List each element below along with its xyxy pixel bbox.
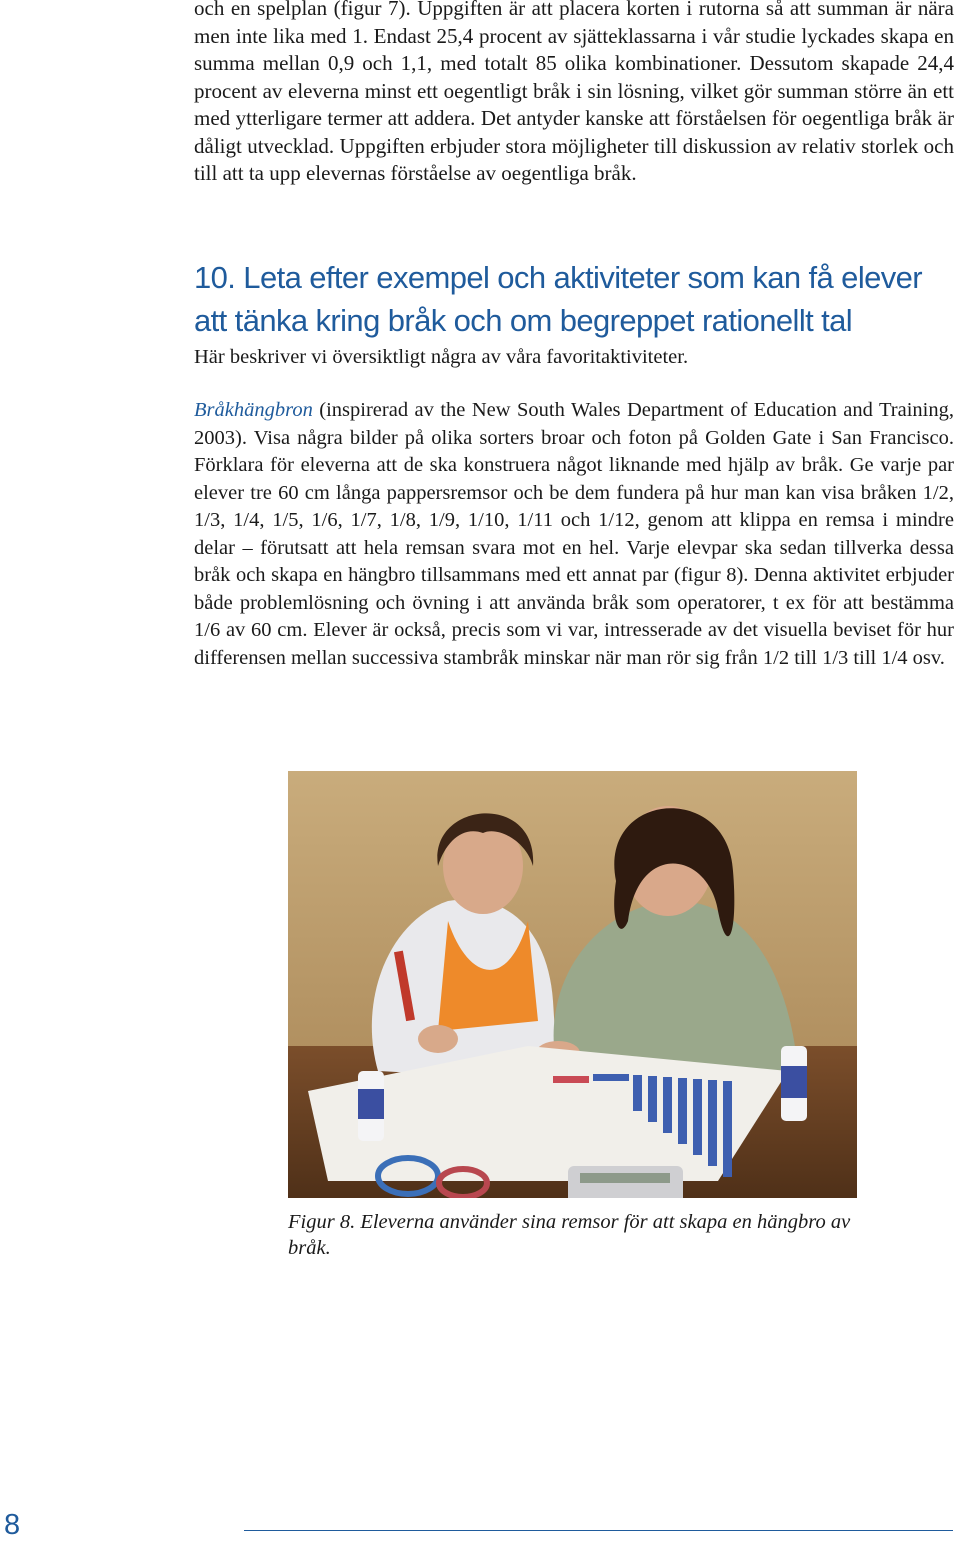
- activity-term: Bråkhängbron: [194, 399, 313, 421]
- activity-text: (inspirerad av the New South Wales Department of Education and Training, 2003). Visa några bilder på olika sorters broar och foton på Golden Gate i San Francisco. Förklara för eleverna att de ska konstruera något liknande med hjälp av bråk. Ge varje par elever tre 60 cm långa pappersremsor och be dem fundera på hur man kan visa bråken 1/2, 1/3, 1/4, 1/5, 1/6, 1/7, 1/8, 1/9, 1/10, 1/11 och 1/12, genom att klippa en remsa i mindre delar – förutsatt att hela remsan svara mot en hel. Varje elevpar ska sedan tillverka dessa bråk och skapa en hängbro tillsammans med ett annat par (figur 8). Denna aktivitet erbjuder både problemlösning och övning i att använda bråk som operatorer, t ex för att bestämma 1/6 av 60 cm. Elever är också, precis som vi var, intresserade av det visuella beviset för hur differensen mellan successiva stambråk minskar när man rör sig från 1/2 till 1/3 till 1/4 osv.: [194, 399, 954, 669]
- body-paragraph: och en spelplan (figur 7). Uppgiften är att placera korten i rutorna så att summan är nära men inte lika med 1. Endast 25,4 procent av sjätteklassarna i vår studie lyckades skapa en summa mellan 0,9 och 1,1, med totalt 85 olika kombinationer. Dessutom skapade 24,4 procent av eleverna minst ett oegentligt bråk i sin lösning, vilket gör summan större än ett med ytterligare termer att addera. Det antyder kanske att förståelsen för oegentliga bråk är dåligt utvecklad. Uppgiften erbjuder stora möjligheter till diskussion av relativ storlek och till att ta upp elevernas förståelse av oegentliga bråk.: [194, 0, 954, 185]
- calculator: [568, 1166, 683, 1198]
- section-intro: Här beskriver vi översiktligt några av våra favoritaktiviteter.: [194, 346, 689, 368]
- glue-stick-right: [781, 1046, 807, 1121]
- activity-paragraph: [194, 397, 954, 672]
- glue-stick-left: [358, 1071, 384, 1141]
- figure-caption: Figur 8. Eleverna använder sina remsor för att skapa en hängbro av bråk.: [288, 1211, 851, 1259]
- photo-illustration: [288, 771, 857, 1198]
- footer-rule: [244, 1530, 953, 1531]
- figure-photo: [288, 771, 857, 1198]
- page-number: 8: [4, 1509, 21, 1541]
- section-heading: 10. Leta efter exempel och aktiviteter som kan få elever att tänka kring bråk och om begreppet rationellt tal: [194, 260, 923, 338]
